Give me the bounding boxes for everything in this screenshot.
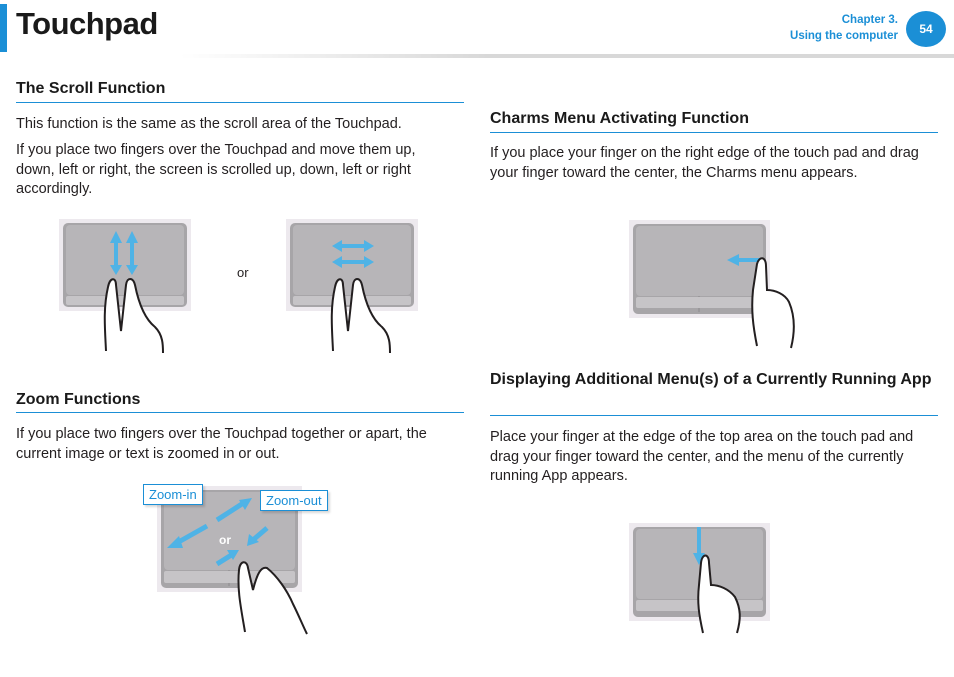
- chapter-title: Using the computer: [790, 30, 898, 42]
- page-number-badge: 54: [906, 11, 946, 47]
- zoom-in-callout: Zoom-in: [143, 484, 203, 505]
- vertical-scroll-illustration: [59, 219, 191, 359]
- app-menu-heading: Displaying Additional Menu(s) of a Currently Running App: [490, 371, 932, 388]
- scroll-para-2: If you place two fingers over the Touchpad and move them up, down, left or right, the screen is scrolled up, down, left or right accordingly.: [16, 142, 416, 197]
- zoom-out-callout: Zoom-out: [260, 490, 328, 511]
- zoom-para: If you place two fingers over the Touchpad together or apart, the current image or text is zoomed in or out.: [16, 426, 427, 462]
- app-menu-para: Place your finger at the edge of the top area on the touch pad and drag your finger toward the center, and the menu of the currently running App appears.: [490, 429, 914, 484]
- horizontal-scroll-illustration: [286, 219, 418, 359]
- chapter-number: Chapter 3.: [841, 14, 898, 26]
- zoom-heading-rule: [16, 412, 464, 413]
- zoom-or-label: or: [219, 533, 231, 547]
- app-menu-heading-rule: [490, 415, 938, 416]
- charms-para: If you place your finger on the right edge of the touch pad and drag your finger toward the center, the Charms menu appears.: [490, 145, 919, 181]
- page-title: Touchpad: [16, 6, 158, 41]
- app-menu-illustration: [629, 523, 779, 638]
- zoom-heading: Zoom Functions: [16, 391, 141, 408]
- charms-illustration: [629, 220, 799, 350]
- charms-heading: Charms Menu Activating Function: [490, 110, 749, 127]
- scroll-heading-rule: [16, 102, 464, 103]
- chapter-info: [790, 12, 898, 44]
- title-accent-bar: [0, 4, 7, 52]
- charms-heading-rule: [490, 132, 938, 133]
- header-rule: [180, 54, 954, 58]
- scroll-heading: The Scroll Function: [16, 80, 166, 97]
- scroll-or-label: or: [237, 265, 249, 280]
- scroll-para-1: This function is the same as the scroll area of the Touchpad.: [16, 116, 402, 132]
